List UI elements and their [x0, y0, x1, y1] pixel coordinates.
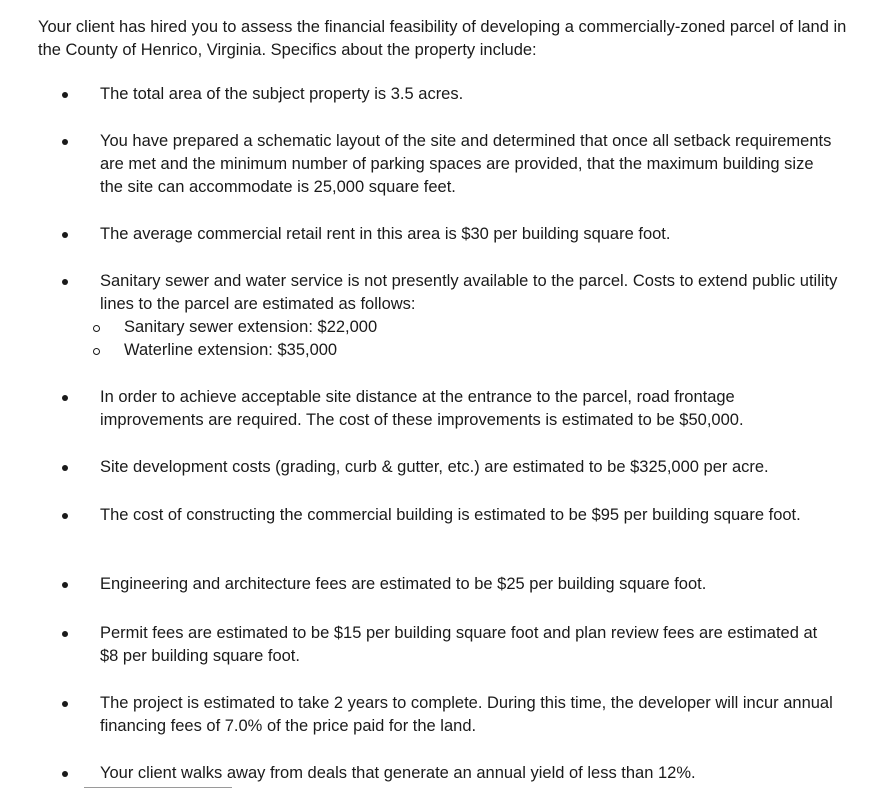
circle-bullet-icon: [93, 325, 100, 332]
bullet-text: The total area of the subject property is 3.5 acres.: [100, 85, 464, 103]
bullet-icon: [62, 395, 68, 401]
footnote-divider: [84, 787, 232, 788]
utility-costs-list: [62, 316, 840, 362]
bullet-icon: [62, 92, 68, 98]
bullet-icon: [62, 771, 68, 777]
bullet-text: Permit fees are estimated to be $15 per building square foot and plan review fees are estimated at $8 per building square foot.: [100, 624, 818, 665]
sub-item-text: Waterline extension: $35,000: [124, 341, 338, 359]
intro-paragraph: Your client has hired you to assess the financial feasibility of developing a commercially-zoned parcel of land in the County of Henrico, Virginia. Specifics about the property include:: [38, 18, 847, 59]
sub-item-text: Sanitary sewer extension: $22,000: [124, 318, 378, 336]
bullet-text: Site development costs (grading, curb & gutter, etc.) are estimated to be $325,000 per acre.: [100, 458, 769, 476]
bullet-icon: [62, 279, 68, 285]
bullet-text: In order to achieve acceptable site distance at the entrance to the parcel, road frontage improvements are required. The cost of these improvements is estimated to be $50,000.: [100, 388, 744, 429]
bullet-text: You have prepared a schematic layout of the site and determined that once all setback requirements are met and the minimum number of parking spaces are provided, that the maximum building size the site can accommodate is 25,000 square feet.: [100, 132, 832, 196]
bullet-icon: [62, 139, 68, 145]
bullet-icon: [62, 701, 68, 707]
bullet-icon: [62, 513, 68, 519]
document-body: [38, 16, 858, 62]
bullet-icon: [62, 582, 68, 588]
bullet-icon: [62, 465, 68, 471]
circle-bullet-icon: [93, 348, 100, 355]
bullet-text: Your client walks away from deals that generate an annual yield of less than 12%.: [100, 764, 696, 782]
bullet-text: The project is estimated to take 2 years to complete. During this time, the developer will incur annual financing fees of 7.0% of the price paid for the land.: [100, 694, 833, 735]
bullet-text: Engineering and architecture fees are estimated to be $25 per building square foot.: [100, 575, 707, 593]
bullet-text: Sanitary sewer and water service is not presently available to the parcel. Costs to extend public utility lines to the parcel are estimated as follows:: [100, 272, 838, 313]
bullet-text: The cost of constructing the commercial building is estimated to be $95 per building square foot.: [100, 506, 801, 524]
bullet-text: The average commercial retail rent in this area is $30 per building square foot.: [100, 225, 671, 243]
bullet-text-block: [100, 270, 840, 362]
bullet-icon: [62, 631, 68, 637]
bullet-icon: [62, 232, 68, 238]
sub-item-sewer: [62, 316, 840, 339]
sub-item-waterline: [62, 339, 840, 362]
